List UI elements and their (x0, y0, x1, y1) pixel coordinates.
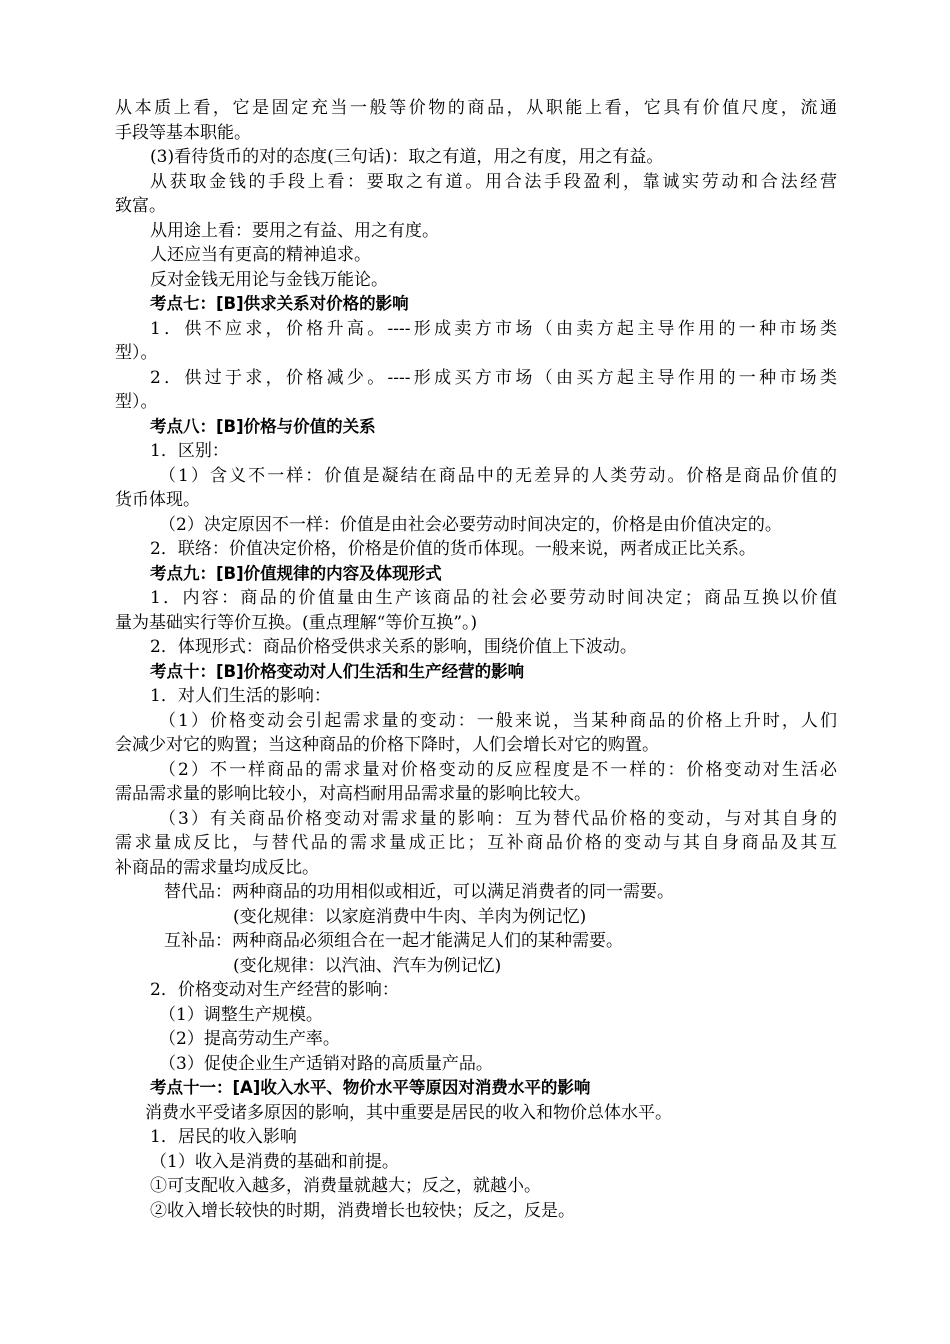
text-line: 2．供过于求，价格减少。----形成买方市场（由买方起主导作用的一种市场类 (150, 367, 837, 388)
text-line: 致富。 (115, 196, 166, 216)
text-line: 从获取金钱的手段上看：要取之有道。用合法手段盈利，靠诚实劳动和合法经营 (150, 171, 837, 192)
text-line: 反对金钱无用论与金钱万能论。 (150, 269, 388, 290)
text-line: （1）含义不一样：价值是凝结在商品中的无差异的人类劳动。价格是商品价值的 (159, 465, 837, 486)
text-line: 从用途上看：要用之有益、用之有度。 (150, 220, 439, 241)
text-line: ②收入增长较快的时期，消费增长也较快；反之，反是。 (150, 1200, 575, 1221)
text-line: 会减少对它的购置；当这种商品的价格下降时，人们会增长对它的购置。 (115, 735, 659, 755)
text-line: (变化规律：以家庭消费中牛肉、羊肉为例记忆) (233, 906, 587, 927)
text-line: （3）有关商品价格变动对需求量的影响：互为替代品价格的变动，与对其自身的 (159, 808, 837, 829)
section-heading: 考点八：[B]价格与价值的关系 (150, 416, 376, 436)
text-line: 1．对人们生活的影响： (150, 686, 331, 706)
text-line: 1．内容：商品的价值量由生产该商品的社会必要劳动时间决定；商品互换以价值 (150, 588, 837, 608)
section-heading: 考点十一：[A]收入水平、物价水平等原因对消费水平的影响 (150, 1078, 591, 1097)
text-line: 1．居民的收入影响 (150, 1127, 297, 1147)
text-line: 需求量成反比，与替代品的需求量成正比；互补商品价格的变动与其自身商品及其互 (115, 833, 837, 853)
text-line: 消费水平受诸多原因的影响，其中重要是居民的收入和物价总体水平。 (145, 1102, 672, 1123)
text-line: 型）。 (115, 343, 158, 363)
text-line: 1．区别： (150, 441, 229, 461)
document-page (115, 96, 837, 1223)
text-line: 人还应当有更高的精神追求。 (150, 245, 371, 265)
text-line: （1）调整生产规模。 (159, 1004, 323, 1025)
text-line: （2）决定原因不一样：价值是由社会必要劳动时间决定的，价格是由价值决定的。 (159, 514, 782, 535)
section-heading: 考点七：[B]供求关系对价格的影响 (150, 294, 409, 313)
section-heading: 考点九：[B]价值规律的内容及体现形式 (150, 563, 442, 583)
section-heading: 考点十：[B]价格变动对人们生活和生产经营的影响 (150, 661, 525, 681)
text-line: （1）收入是消费的基础和前提。 (150, 1151, 399, 1172)
text-line: （2）不一样商品的需求量对价格变动的反应程度是不一样的：价格变动对生活必 (159, 759, 837, 780)
text-line: 补商品的需求量均成反比。 (115, 857, 319, 878)
text-line: （2）提高劳动生产率。 (159, 1029, 340, 1049)
text-line: 1．供不应求，价格升高。----形成卖方市场（由卖方起主导作用的一种市场类 (150, 318, 837, 339)
text-line: 替代品：两种商品的功用相似或相近，可以满足消费者的同一需要。 (164, 882, 674, 902)
text-line: 手段等基本职能。 (115, 122, 251, 143)
text-line: 货币体现。 (115, 490, 200, 510)
text-line: 2．价格变动对生产经营的影响： (150, 980, 399, 1000)
text-line: ①可支配收入越多，消费量就越大；反之，就越小。 (150, 1176, 541, 1196)
text-line: （3）促使企业生产适销对路的高质量产品。 (159, 1053, 493, 1074)
text-line: 需品需求量的影响比较小，对高档耐用品需求量的影响比较大。 (115, 784, 591, 804)
text-line: 型）。 (115, 392, 158, 412)
text-line: 互补品：两种商品必须组合在一起才能满足人们的某种需要。 (164, 931, 623, 951)
text-line: 量为基础实行等价互换。(重点理解“等价互换”。) (115, 612, 478, 633)
text-line: （1）价格变动会引起需求量的变动：一般来说，当某种商品的价格上升时，人们 (159, 710, 837, 731)
text-line: (变化规律：以汽油、汽车为例记忆) (233, 955, 502, 976)
text-line: 2．体现形式：商品价格受供求关系的影响，围绕价值上下波动。 (150, 637, 637, 657)
text-line: (3)看待货币的对的态度(三句话)：取之有道，用之有度，用之有益。 (150, 147, 664, 167)
text-line: 从本质上看，它是固定充当一般等价物的商品，从职能上看，它具有价值尺度，流通 (115, 98, 837, 118)
text-line: 2．联络：价值决定价格，价格是价值的货币体现。一般来说，两者成正比关系。 (150, 539, 756, 559)
